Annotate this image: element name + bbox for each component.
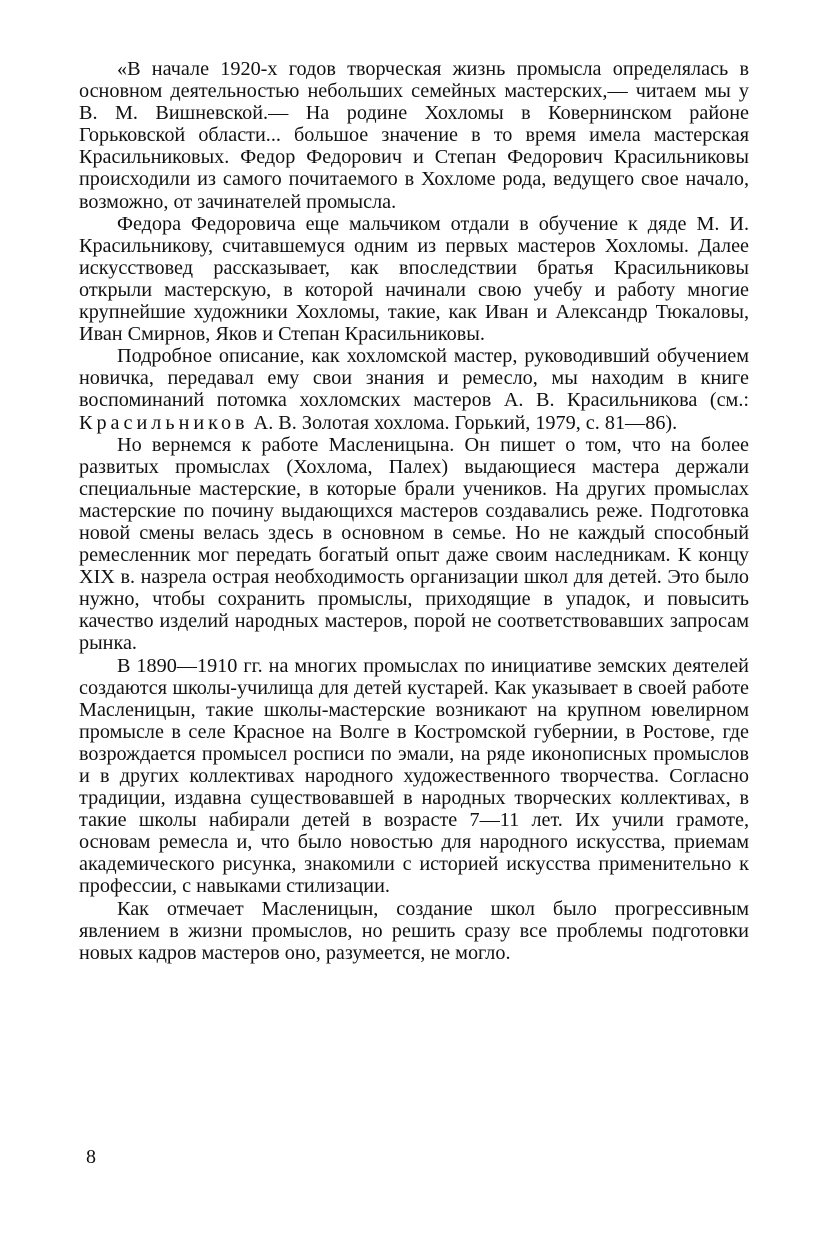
paragraph-4: Но вернемся к работе Масленицына. Он пишет о том, что на более развитых промыслах (Хохлома, Палех) выдающиеся мастера держали специальные мастерские, в которые брали учеников. На других промыслах мастерские по почину выдающихся мастеров создавались реже. Подготовка новой смены велась здесь в основном в семье. Но не каждый способный ремесленник мог передать богатый опыт даже своим наследникам. К концу XIX в. назрела острая необходимость организации школ для детей. Это было нужно, чтобы сохранить промыслы, приходящие в упадок, и повысить качество изделий народных мастеров, порой не соответствовавших запросам рынка. — [79, 433, 749, 655]
book-page-text — [79, 58, 749, 964]
paragraph-3 — [79, 345, 749, 433]
paragraph-1: «В начале 1920-х годов творческая жизнь промысла определялась в основном деятельностью небольших семейных мастерских,— читаем мы у В. М. Вишневской.— На родине Хохломы в Ковернинском районе Горьковской области... большое значение в то время имела мастерская Красильниковых. Федор Федорович и Степан Федорович Красильниковы происходили из самого почитаемого в Хохломе рода, ведущего свое начало, возможно, от зачинателей промысла. — [79, 58, 749, 213]
paragraph-3-text-before: Подробное описание, как хохломской мастер, руководивший обучением новичка, передавал ему свои знания и ремесло, мы находим в книге воспоминаний потомка хохломских мастеров А. В. Красильникова (см.: — [79, 345, 749, 412]
paragraph-5: В 1890—1910 гг. на многих промыслах по инициативе земских деятелей создаются школы-училища для детей кустарей. Как указывает в своей работе Масленицын, такие школы-мастерские возникают на крупном ювелирном промысле в селе Красное на Волге в Костромской губернии, в Ростове, где возрождается промысел росписи по эмали, на ряде иконописных промыслов и в других коллективах народного художественного творчества. Согласно традиции, издавна существовавшей в народных творческих коллективах, в такие школы набирали детей в возрасте 7—11 лет. Их учили грамоте, основам ремесла и, что было новостью для народного искусства, приемам академического рисунка, знакомили с историей искусства применительно к профессии, с навыками стилизации. — [79, 654, 749, 898]
paragraph-3-text-after: А. В. Золотая хохлома. Горький, 1979, с. 81—86). — [248, 411, 678, 434]
page-number: 8 — [86, 1146, 96, 1168]
paragraph-2: Федора Федоровича еще мальчиком отдали в обучение к дяде М. И. Красильникову, считавшемуся одним из первых мастеров Хохломы. Далее искусствовед рассказывает, как впоследствии братья Красильниковы открыли мастерскую, в которой начинали свою учебу и работу многие крупнейшие художники Хохломы, такие, как Иван и Александр Тюкаловы, Иван Смирнов, Яков и Степан Красильниковы. — [79, 212, 749, 346]
spaced-author-name: Красильников — [79, 411, 249, 434]
paragraph-6: Как отмечает Масленицын, создание школ было прогрессивным явлением в жизни промыслов, но решить сразу все проблемы подготовки новых кадров мастеров оно, разумеется, не могло. — [79, 897, 749, 964]
